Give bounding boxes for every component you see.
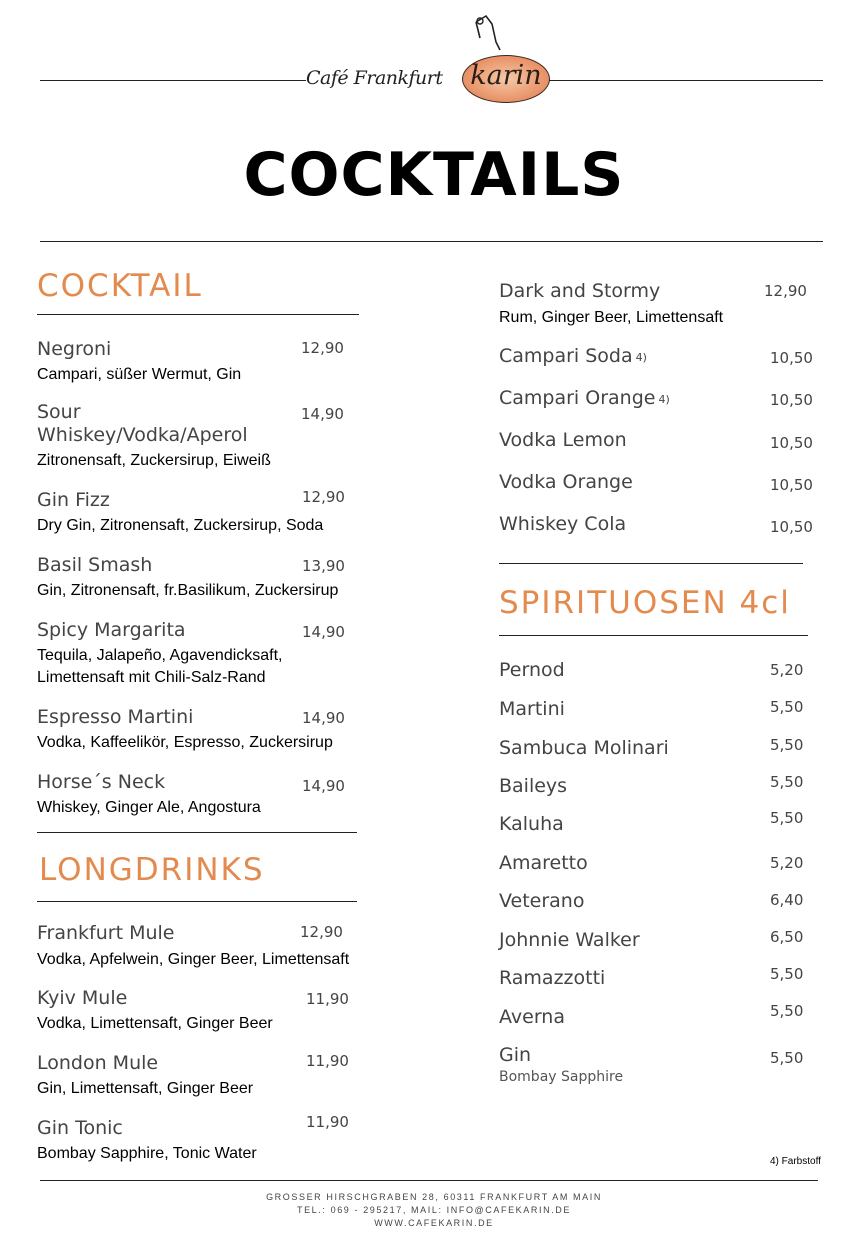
item-price: 12,90 [301,339,344,357]
item-desc: Vodka, Apfelwein, Ginger Beer, Limettensaft [37,951,350,968]
item-price: 5,20 [770,661,804,679]
item-desc-line2: Limettensaft mit Chili-Salz-Rand [37,669,266,686]
item-name: Gin Fizz [37,489,110,511]
item-name: Veterano [499,890,585,912]
item-price: 6,40 [770,891,804,909]
item-price: 13,90 [302,557,345,575]
item-name: Ramazzotti [499,967,606,989]
section-rule-spirituosen [499,635,808,636]
item-price: 5,50 [770,1002,804,1020]
header-rule-right [549,80,823,81]
item-desc: Vodka, Kaffeelikör, Espresso, Zuckersirup [37,734,333,751]
item-price: 14,90 [301,405,344,423]
item-name: Horse´s Neck [37,771,166,793]
footnote-marker: 4) [635,351,647,364]
footer-contact: TEL.: 069 - 295217, MAIL: INFO@CAFEKARIN.DE [296,1205,571,1215]
item-name: Kaluha [499,813,564,835]
item-desc: Zitronensaft, Zuckersirup, Eiweiß [37,452,271,469]
item-price: 5,50 [770,736,804,754]
item-name: Averna [499,1006,565,1028]
item-desc: Bombay Sapphire, Tonic Water [37,1145,257,1162]
item-desc: Whiskey, Ginger Ale, Angostura [37,799,261,816]
item-desc: Campari, süßer Wermut, Gin [37,366,242,383]
section-title-cocktail: COCKTAIL [37,268,203,304]
footer-rule [40,1180,818,1181]
item-name: Johnnie Walker [499,929,640,951]
item-price: 11,90 [306,990,349,1008]
item-name: Basil Smash [37,554,153,576]
item-desc: Rum, Ginger Beer, Limettensaft [499,309,724,326]
page-title: COCKTAILS [243,140,625,210]
item-name: Martini [499,698,565,720]
item-desc: Gin, Limettensaft, Ginger Beer [37,1080,254,1097]
item-name: Sour [37,401,81,423]
item-name: Whiskey Cola [499,513,627,535]
item-price: 14,90 [302,777,345,795]
brand-text: Café Frankfurt [306,67,443,89]
item-name: Dark and Stormy [499,280,661,302]
section-divider [499,563,803,564]
item-price: 10,50 [770,349,813,367]
footnote: 4) Farbstoff [770,1156,821,1167]
item-price: 5,50 [770,809,804,827]
item-name: Negroni [37,338,112,360]
section-divider [37,832,357,833]
item-name: Kyiv Mule [37,987,128,1009]
item-name-text: Campari Orange [499,387,656,409]
item-name: Spicy Margarita [37,619,186,641]
logo-word: karin [470,60,542,91]
section-title-longdrinks: LONGDRINKS [39,852,265,888]
item-price: 5,50 [770,698,804,716]
item-desc: Bombay Sapphire [499,1069,624,1085]
footer-address: GROSSER HIRSCHGRABEN 28, 60311 FRANKFURT AM MAIN [266,1192,602,1202]
coffee-pot-icon [466,8,512,58]
footnote-marker: 4) [658,393,670,406]
item-name: Pernod [499,659,565,681]
item-name: Vodka Orange [499,471,633,493]
item-price: 11,90 [306,1113,349,1131]
section-title-spirituosen: SPIRITUOSEN 4cl [499,585,791,621]
item-name: Gin Tonic [37,1117,123,1139]
item-price: 10,50 [770,391,813,409]
item-name: Sambuca Molinari [499,737,669,759]
item-name: Baileys [499,775,568,797]
item-price: 14,90 [302,709,345,727]
item-name: Espresso Martini [37,706,194,728]
item-price: 5,50 [770,773,804,791]
item-name: Vodka Lemon [499,429,627,451]
item-name-line2: Whiskey/Vodka/Aperol [37,424,248,446]
item-name [499,387,670,411]
header-rule-left [40,80,306,81]
item-price: 14,90 [302,623,345,641]
section-rule-cocktail [37,314,359,315]
item-name: Amaretto [499,852,588,874]
item-desc: Tequila, Jalapeño, Agavendicksaft, [37,647,283,664]
item-price: 5,50 [770,965,804,983]
item-name [499,345,647,369]
item-price: 11,90 [306,1052,349,1070]
logo-badge [462,55,550,103]
item-price: 12,90 [302,488,345,506]
footer-web: WWW.CAFEKARIN.DE [374,1218,494,1228]
section-rule-longdrinks [37,901,357,902]
item-price: 10,50 [770,434,813,452]
title-rule [40,241,823,242]
item-price: 6,50 [770,928,804,946]
item-desc: Dry Gin, Zitronensaft, Zuckersirup, Soda [37,517,324,534]
item-price: 5,50 [770,1049,804,1067]
item-name-text: Campari Soda [499,345,633,367]
item-price: 10,50 [770,518,813,536]
item-name: Frankfurt Mule [37,922,175,944]
item-desc: Vodka, Limettensaft, Ginger Beer [37,1015,273,1032]
item-desc: Gin, Zitronensaft, fr.Basilikum, Zuckersirup [37,582,339,599]
item-price: 12,90 [300,923,343,941]
item-price: 12,90 [764,282,807,300]
item-price: 5,20 [770,854,804,872]
item-name: London Mule [37,1052,159,1074]
item-price: 10,50 [770,476,813,494]
item-name: Gin [499,1044,532,1066]
